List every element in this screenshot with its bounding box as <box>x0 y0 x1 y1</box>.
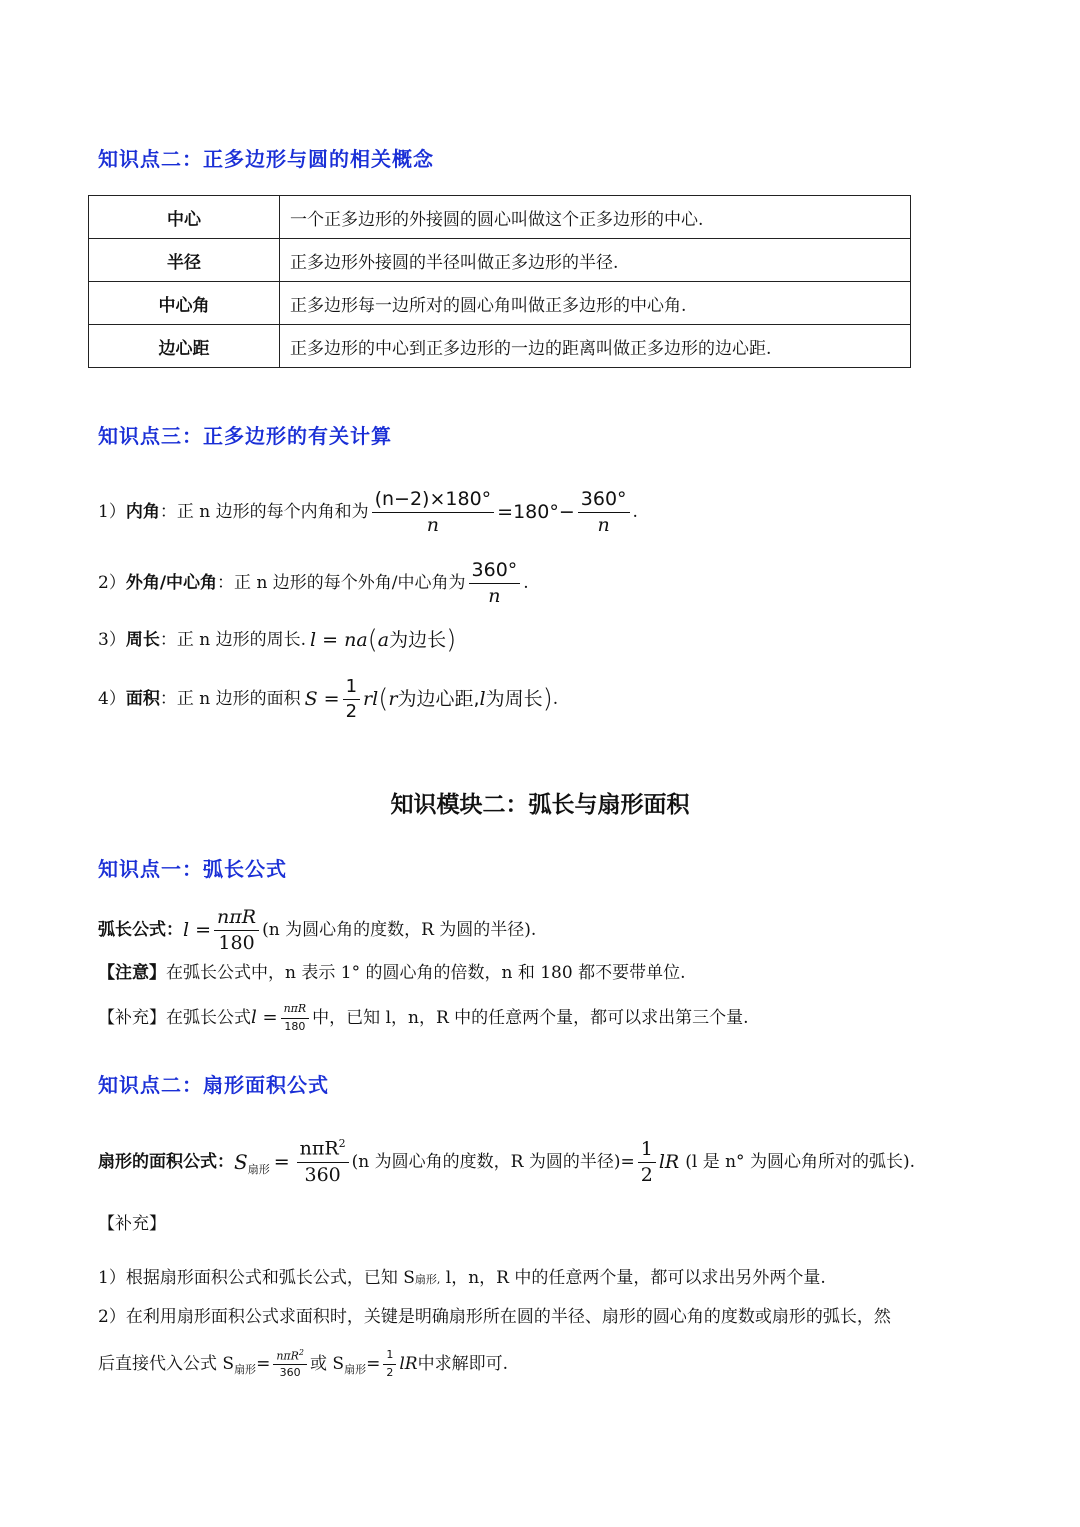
subscript-sector: 扇形 <box>234 1363 257 1376</box>
formula-l: l = <box>251 1007 278 1028</box>
list-number: 1） <box>98 501 126 522</box>
paragraph-text: l，n，R 中的任意两个量，都可以求出另外两个量. <box>440 1268 826 1288</box>
fraction <box>383 1349 396 1378</box>
definition-cell: 正多边形外接圆的半径叫做正多边形的半径. <box>280 239 911 282</box>
formula-end-text: (l 是 n° 为圆心角所对的弧长). <box>685 1151 915 1172</box>
section-title-regular-polygon-concepts: 知识点二：正多边形与圆的相关概念 <box>98 147 434 171</box>
fraction-denominator: 180 <box>218 931 255 954</box>
formula-equals: =180°− <box>497 500 575 523</box>
perimeter-formula: l = na <box>310 628 368 651</box>
fraction-denominator: 180 <box>284 1019 306 1033</box>
paren-text: 为边长 <box>389 628 447 651</box>
paragraph-text: 1）根据扇形面积公式和弧长公式，已知 S <box>98 1268 415 1288</box>
formula-lr: lR <box>658 1150 680 1173</box>
subscript-sector: 扇形 <box>344 1363 367 1376</box>
formula-equals: = <box>256 1353 271 1374</box>
calc-text: ：正 n 边形的周长. <box>159 629 306 650</box>
paren-text: 为周长 <box>485 687 543 710</box>
formula-l: l = <box>183 918 212 941</box>
fraction-numerator: nπR <box>281 1003 310 1018</box>
calc-text: ：正 n 边形的每个内角和为 <box>159 501 369 522</box>
calc-end: . <box>523 572 529 593</box>
paren-variable: l <box>479 687 486 710</box>
calc-term: 内角 <box>125 501 160 522</box>
list-number: 2） <box>98 572 126 593</box>
term-cell: 中心角 <box>89 282 280 325</box>
note-bracket: 【注意】 <box>98 963 166 983</box>
formula-lr: lR <box>399 1353 418 1374</box>
subscript-sector: 扇形 <box>247 1163 270 1176</box>
paragraph-text: 中求解即可. <box>417 1353 508 1374</box>
formula-s: S <box>234 1150 248 1174</box>
sector-formula-line <box>98 1133 915 1191</box>
arc-formula-line <box>98 902 536 958</box>
fraction-denominator: 2 <box>386 1365 394 1379</box>
paren-text: 为边心距, <box>397 687 480 710</box>
calc-end: . <box>552 688 559 709</box>
area-formula-s: S = <box>304 687 340 710</box>
fraction-numerator: 1 <box>383 1349 396 1364</box>
term-cell: 中心 <box>89 196 280 239</box>
numerator-text: nπR <box>276 1349 299 1363</box>
term-cell: 边心距 <box>89 325 280 368</box>
list-number: 3） <box>98 629 126 650</box>
fraction-denominator: 360 <box>304 1163 341 1186</box>
calc-term: 周长 <box>125 629 160 650</box>
paren-close: ) <box>542 684 553 714</box>
module-title-arc-sector: 知识模块二：弧长与扇形面积 <box>390 792 690 818</box>
calc-end: . <box>632 501 638 522</box>
supp-text: 在弧长公式 <box>166 1007 251 1028</box>
formula-equals: = <box>366 1353 381 1374</box>
paren-open: ( <box>367 625 378 655</box>
fraction <box>578 489 630 536</box>
fraction <box>273 1349 307 1380</box>
arc-supplement-line <box>98 998 749 1038</box>
list-number: 4） <box>98 688 126 709</box>
fraction-denominator: n <box>597 513 610 536</box>
section-title-sector-area: 知识点二：扇形面积公式 <box>98 1073 329 1097</box>
section-title-arc-length: 知识点一：弧长公式 <box>98 857 287 881</box>
definitions-table <box>88 195 911 368</box>
calc-text: ：正 n 边形的面积 <box>159 688 301 709</box>
fraction-denominator: n <box>426 513 439 536</box>
formula-label: 扇形的面积公式： <box>98 1151 234 1172</box>
table-row <box>89 282 911 325</box>
definition-cell: 正多边形的中心到正多边形的一边的距离叫做正多边形的边心距. <box>280 325 911 368</box>
paragraph-text: 或 S <box>310 1353 345 1374</box>
fraction-numerator: 1 <box>638 1139 656 1163</box>
table-row <box>89 325 911 368</box>
supplement-title: 【补充】 <box>98 1214 166 1234</box>
table-row <box>89 196 911 239</box>
calc-term: 面积 <box>125 688 160 709</box>
fraction-numerator: nπR <box>214 907 259 931</box>
fraction-numerator <box>297 1138 349 1162</box>
term-cell: 半径 <box>89 239 280 282</box>
definition-cell: 正多边形每一边所对的圆心角叫做正多边形的中心角. <box>280 282 911 325</box>
supplement-paragraph-2-line-1: 2）在利用扇形面积公式求面积时，关键是明确扇形所在圆的半径、扇形的圆心角的度数或扇形的弧长，然 <box>98 1307 891 1327</box>
supp-text: 中，已知 l，n，R 中的任意两个量，都可以求出第三个量. <box>312 1007 749 1028</box>
formula-note: (n 为圆心角的度数，R 为圆的半径). <box>262 919 537 940</box>
supplement-paragraph-1 <box>98 1270 826 1287</box>
calc-term: 外角/中心角 <box>125 572 218 593</box>
paragraph-text: 后直接代入公式 S <box>98 1353 235 1374</box>
arc-note-line <box>98 965 686 982</box>
supplement-paragraph-2-line-2 <box>98 1343 508 1385</box>
calc-line-exterior-angle <box>98 555 529 611</box>
formula-mid-text: (n 为圆心角的度数，R 为圆的半径)= <box>351 1151 635 1172</box>
calc-line-perimeter <box>98 622 456 658</box>
calc-text: ：正 n 边形的每个外角/中心角为 <box>217 572 466 593</box>
fraction <box>343 677 360 722</box>
paren-variable: a <box>377 628 390 651</box>
fraction-numerator: 1 <box>343 677 360 700</box>
calc-line-area <box>98 671 558 727</box>
calc-line-interior-angle <box>98 484 638 540</box>
fraction-numerator <box>273 1349 307 1366</box>
fraction <box>214 907 259 954</box>
superscript: 2 <box>338 1137 346 1151</box>
fraction <box>281 1003 310 1032</box>
note-text: 在弧长公式中，n 表示 1° 的圆心角的倍数，n 和 180 都不要带单位. <box>166 963 686 983</box>
section-title-polygon-calculation: 知识点三：正多边形的有关计算 <box>98 424 392 448</box>
fraction <box>372 489 495 536</box>
fraction <box>638 1139 656 1186</box>
fraction-denominator: 360 <box>279 1366 301 1380</box>
table-row <box>89 239 911 282</box>
paren-close: ) <box>446 625 457 655</box>
fraction-numerator: 360° <box>469 560 521 584</box>
paren-variable: r <box>388 687 398 710</box>
fraction-denominator: 2 <box>640 1163 653 1186</box>
subscript-sector: 扇形, <box>414 1273 441 1286</box>
fraction-numerator: (n−2)×180° <box>372 489 495 513</box>
area-formula-rl: rl <box>363 687 379 710</box>
superscript: 2 <box>298 1347 305 1357</box>
numerator-text: nπR <box>299 1137 339 1160</box>
fraction-numerator: 360° <box>578 489 630 513</box>
formula-equals: = <box>273 1150 290 1173</box>
fraction <box>469 560 521 607</box>
supp-bracket: 【补充】 <box>98 1007 166 1028</box>
fraction-denominator: 2 <box>345 700 358 722</box>
paren-open: ( <box>378 684 389 714</box>
fraction <box>297 1138 349 1185</box>
formula-label: 弧长公式： <box>98 919 183 940</box>
fraction-denominator: n <box>488 584 501 607</box>
definition-cell: 一个正多边形的外接圆的圆心叫做这个正多边形的中心. <box>280 196 911 239</box>
